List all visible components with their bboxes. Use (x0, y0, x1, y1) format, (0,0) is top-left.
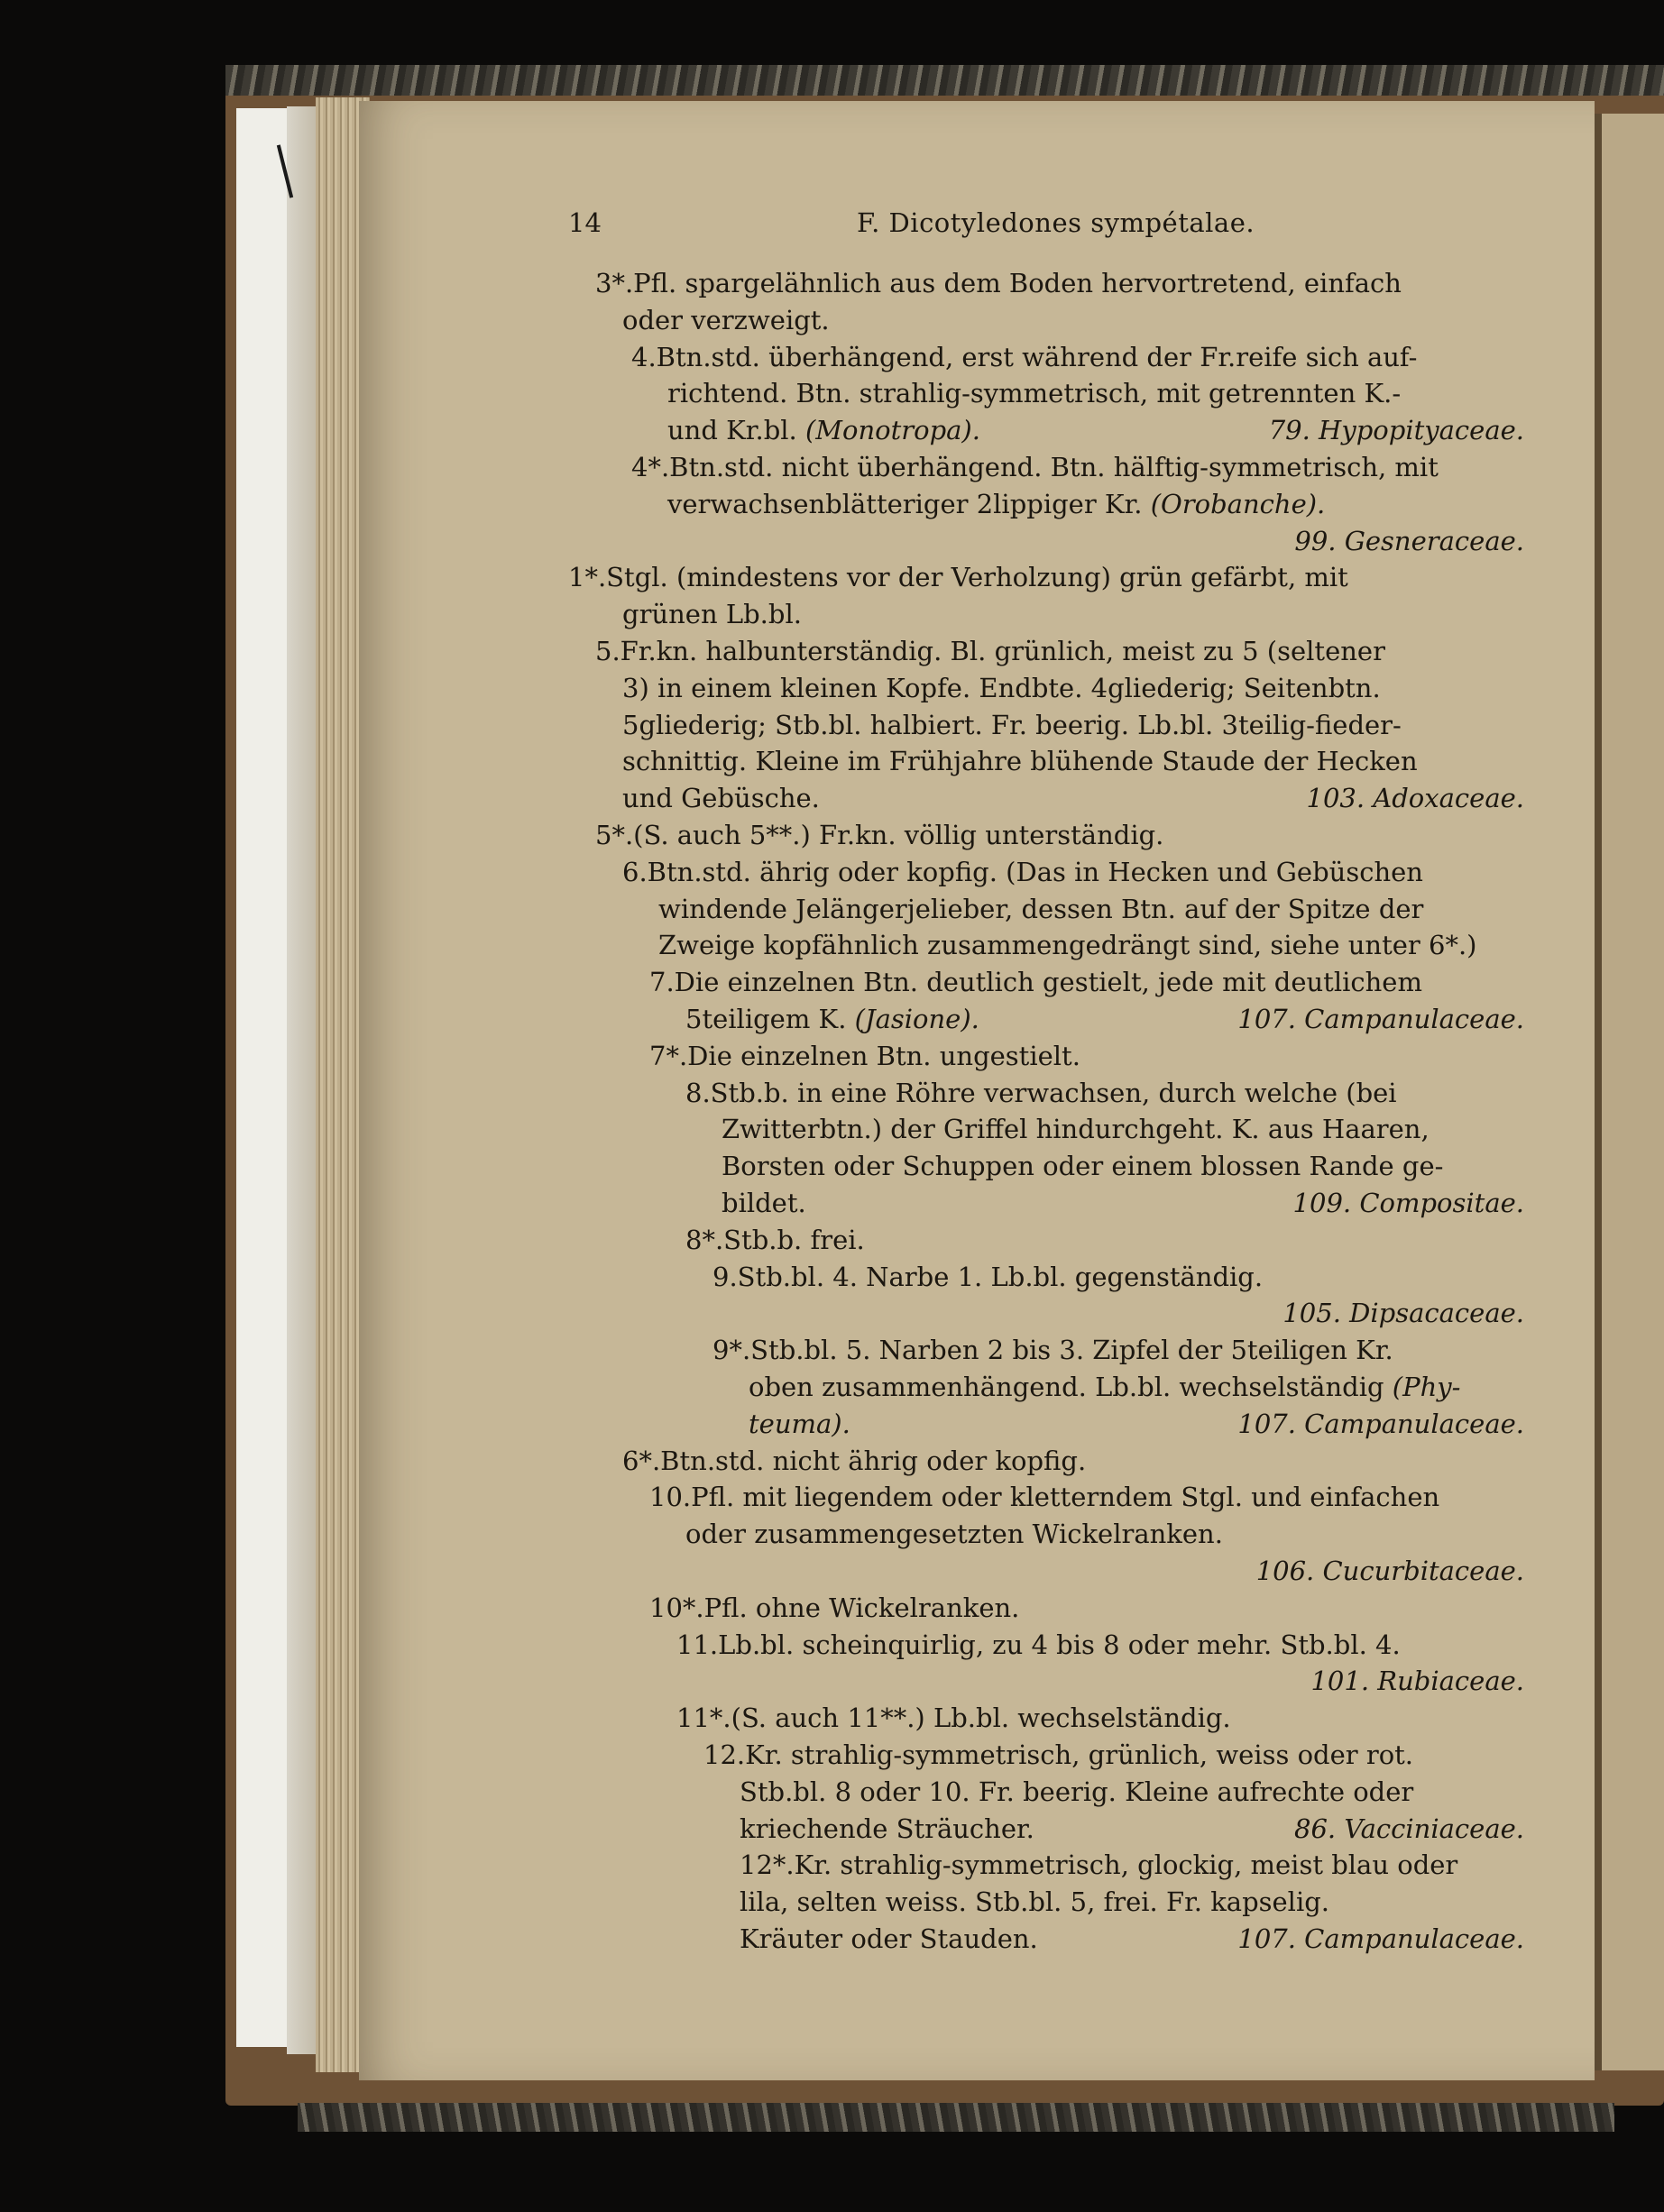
key-line (667, 376, 1524, 410)
line-body (740, 1775, 1413, 1809)
family-name: 107. Campanulaceae. (1237, 1408, 1524, 1439)
line-text: Stgl. (mindestens vor der Verholzung) grün gefärbt, mit (606, 562, 1348, 593)
key-line (712, 1333, 1524, 1367)
line-body (658, 892, 1423, 926)
couplet-number: 8. (685, 1077, 711, 1108)
genus-example: teuma). (749, 1408, 850, 1439)
line-text: Borsten oder Schuppen oder einem blossen Rande ge- (722, 1151, 1444, 1182)
key-line (622, 671, 1524, 705)
key-line (622, 708, 1524, 742)
key-line (749, 1407, 1524, 1441)
family-name: 107. Campanulaceae. (1237, 1923, 1524, 1954)
line-body (649, 1480, 1439, 1514)
line-text: Btn.std. ährig oder kopfig. (Das in Hecken und Gebüschen (647, 856, 1423, 887)
line-text: Stb.bl. 4. Narbe 1. Lb.bl. gegenständig. (737, 1261, 1264, 1292)
line-text: Stb.bl. 5. Narben 2 bis 3. Zipfel der 5teiligen Kr. (750, 1335, 1393, 1366)
next-page-edge (1595, 114, 1664, 2070)
key-line (676, 1628, 1524, 1662)
key-line (676, 1664, 1524, 1698)
couplet-number: 4. (631, 341, 657, 372)
line-body (568, 560, 1348, 594)
key-line (740, 1848, 1524, 1882)
line-text: bildet. (722, 1188, 806, 1218)
family-name: 86. Vacciniaceae. (1294, 1813, 1524, 1844)
key-line (667, 524, 1524, 558)
line-body (667, 487, 1325, 521)
line-text: oder zusammengesetzten Wickelranken. (685, 1519, 1223, 1550)
line-text: Btn.std. nicht überhängend. Btn. hälftig-symmetrisch, mit (669, 452, 1439, 482)
line-body (595, 818, 1163, 852)
couplet-number: 3*. (595, 268, 634, 298)
key-line (649, 1480, 1524, 1514)
family-name: 103. Adoxaceae. (1306, 783, 1524, 814)
line-text: grünen Lb.bl. (622, 599, 802, 630)
couplet-number: 12*. (740, 1849, 795, 1881)
line-text: Pfl. spargelähnlich aus dem Boden hervortretend, einfach (633, 268, 1402, 298)
line-text: Zwitterbtn.) der Griffel hindurchgeht. K. aus Haaren, (722, 1114, 1430, 1145)
family-name: 107. Campanulaceae. (1237, 1004, 1524, 1034)
line-text: oben zusammenhängend. Lb.bl. wechselständig (749, 1372, 1384, 1402)
line-text: oder verzweigt. (622, 304, 830, 335)
key-line (622, 303, 1524, 337)
line-body (749, 1370, 1460, 1404)
line-body (622, 597, 802, 631)
line-body (622, 781, 820, 815)
line-body (740, 1848, 1457, 1882)
key-line (649, 1039, 1524, 1073)
couplet-number: 10*. (649, 1592, 704, 1623)
key-line (622, 781, 1524, 815)
line-body (649, 1039, 1080, 1073)
line-body (722, 1149, 1443, 1183)
line-body (749, 1407, 850, 1441)
cover-edge-top (225, 65, 1664, 96)
line-text: kriechende Sträucher. (740, 1813, 1034, 1844)
family-name: 79. Hypopityaceae. (1268, 415, 1524, 446)
genus-example: (Jasione). (846, 1004, 979, 1034)
line-text: verwachsenblätteriger 2lippiger Kr. (667, 488, 1143, 519)
line-text: richtend. Btn. strahlig-symmetrisch, mit getrennten K.- (667, 378, 1402, 409)
genus-example: (Orobanche). (1142, 488, 1326, 519)
key-line (685, 1554, 1524, 1588)
couplet-number: 12. (703, 1739, 746, 1770)
line-text: Kr. strahlig-symmetrisch, grünlich, weiss oder rot. (745, 1739, 1414, 1770)
line-text: Die einzelnen Btn. ungestielt. (687, 1040, 1080, 1071)
key-line (722, 1186, 1524, 1220)
line-text: (S. auch 11**.) Lb.bl. wechselständig. (731, 1703, 1231, 1734)
couplet-number: 4*. (631, 452, 670, 482)
line-body (685, 1076, 1397, 1110)
line-body (667, 413, 980, 447)
line-text: Zweige kopfähnlich zusammengedrängt sind, siehe unter 6*.) (658, 930, 1477, 961)
key-line (649, 965, 1524, 999)
key-line (712, 1296, 1524, 1330)
line-body (667, 376, 1401, 410)
line-text: Pfl. ohne Wickelranken. (703, 1592, 1020, 1623)
line-text: Kräuter oder Stauden. (740, 1923, 1038, 1954)
key-line (685, 1517, 1524, 1551)
key-line (667, 413, 1524, 447)
key-line (631, 340, 1524, 374)
line-text: lila, selten weiss. Stb.bl. 5, frei. Fr. kapselig. (740, 1886, 1330, 1918)
couplet-number: 11*. (676, 1703, 731, 1734)
couplet-number: 8*. (685, 1224, 724, 1255)
key-line (740, 1812, 1524, 1846)
line-body (622, 708, 1402, 742)
key-line (568, 560, 1524, 594)
family-name: 101. Rubiaceae. (1310, 1666, 1524, 1697)
line-body (649, 1591, 1019, 1625)
line-body (722, 1186, 806, 1220)
line-body (622, 855, 1423, 889)
running-title: F. Dicotyledones sympétalae. (857, 207, 1255, 238)
key-line (722, 1149, 1524, 1183)
key-line (740, 1775, 1524, 1809)
key-line (703, 1738, 1524, 1772)
couplet-number: 9. (712, 1261, 738, 1292)
line-text: Fr.kn. halbunterständig. Bl. grünlich, meist zu 5 (seltener (620, 636, 1385, 666)
line-body (622, 744, 1418, 778)
key-line (595, 634, 1524, 668)
line-text: (S. auch 5**.) Fr.kn. völlig unterständig. (633, 820, 1164, 850)
key-line (595, 818, 1524, 852)
key-line (685, 1076, 1524, 1110)
line-body (595, 634, 1385, 668)
line-body (622, 303, 830, 337)
key-line (622, 597, 1524, 631)
key-line (649, 1591, 1524, 1625)
key-line (595, 266, 1524, 300)
line-body (631, 340, 1417, 374)
line-body (676, 1701, 1231, 1735)
key-line (685, 1002, 1524, 1036)
couplet-number: 11. (676, 1629, 719, 1660)
line-text: schnittig. Kleine im Frühjahre blühende Staude der Hecken (622, 746, 1418, 777)
line-text: 5gliederig; Stb.bl. halbiert. Fr. beerig. Lb.bl. 3teilig-fieder- (622, 709, 1402, 740)
line-body (685, 1517, 1223, 1551)
key-line (676, 1701, 1524, 1735)
key-line (631, 450, 1524, 484)
couplet-number: 1*. (568, 562, 607, 593)
key-line (740, 1885, 1524, 1919)
key-line (685, 1223, 1524, 1257)
line-text: Stb.b. frei. (723, 1224, 865, 1255)
couplet-number: 5*. (595, 820, 634, 850)
key-line (722, 1112, 1524, 1146)
line-body (703, 1738, 1413, 1772)
couplet-number: 6*. (622, 1445, 661, 1476)
line-text: Lb.bl. scheinquirlig, zu 4 bis 8 oder mehr. Stb.bl. 4. (718, 1629, 1401, 1660)
line-text: Pfl. mit liegendem oder kletterndem Stgl. und einfachen (691, 1482, 1440, 1513)
line-body (622, 671, 1381, 705)
line-text: Kr. strahlig-symmetrisch, glockig, meist blau oder (794, 1849, 1458, 1881)
couplet-number: 5. (595, 636, 621, 666)
line-text: Stb.bl. 8 oder 10. Fr. beerig. Kleine aufrechte oder (740, 1776, 1414, 1807)
key-line (749, 1370, 1524, 1404)
couplet-number: 6. (622, 856, 648, 887)
line-body (595, 266, 1402, 300)
family-name: 105. Dipsacaceae. (1282, 1298, 1524, 1329)
line-text: windende Jelängerjelieber, dessen Btn. auf der Spitze der (658, 893, 1424, 924)
line-body (622, 1444, 1086, 1478)
line-body (740, 1885, 1329, 1919)
key-line (622, 744, 1524, 778)
couplet-number: 9*. (712, 1335, 751, 1366)
line-body (740, 1922, 1038, 1956)
line-body (740, 1812, 1034, 1846)
family-name: 109. Compositae. (1292, 1188, 1524, 1218)
key-line (658, 928, 1524, 962)
line-body (712, 1260, 1263, 1294)
line-text: Btn.std. überhängend, erst während der Fr.reife sich auf- (656, 341, 1418, 372)
key-line (658, 892, 1524, 926)
page-header (559, 205, 1533, 241)
key-line (667, 487, 1524, 521)
family-name: 99. Gesneraceae. (1294, 525, 1524, 556)
genus-example: (Phy- (1384, 1372, 1461, 1402)
line-body (685, 1223, 865, 1257)
key-line (740, 1922, 1524, 1956)
line-text: Stb.b. in eine Röhre verwachsen, durch welche (bei (710, 1077, 1397, 1108)
line-text: Die einzelnen Btn. deutlich gestielt, jede mit deutlichem (674, 967, 1422, 998)
family-name: 106. Cucurbitaceae. (1255, 1556, 1524, 1586)
line-body (649, 965, 1422, 999)
line-body (722, 1112, 1430, 1146)
line-body (712, 1333, 1393, 1367)
line-text: 3) in einem kleinen Kopfe. Endbte. 4gliederig; Seitenbtn. (622, 672, 1381, 703)
key-line (712, 1260, 1524, 1294)
line-text: und Gebüsche. (622, 783, 820, 814)
line-body (676, 1628, 1401, 1662)
page-number: 14 (568, 207, 602, 238)
line-body (685, 1002, 979, 1036)
line-text: 5teiligem K. (685, 1004, 847, 1034)
couplet-number: 7*. (649, 1040, 688, 1071)
line-body (631, 450, 1439, 484)
line-body (658, 928, 1476, 962)
cover-edge-bottom (298, 2103, 1614, 2132)
line-text: und Kr.bl. (667, 415, 797, 446)
key-line (622, 1444, 1524, 1478)
couplet-number: 10. (649, 1482, 692, 1513)
genus-example: (Monotropa). (796, 415, 980, 446)
line-text: Btn.std. nicht ährig oder kopfig. (660, 1445, 1087, 1476)
couplet-number: 7. (649, 967, 675, 998)
key-line (622, 855, 1524, 889)
